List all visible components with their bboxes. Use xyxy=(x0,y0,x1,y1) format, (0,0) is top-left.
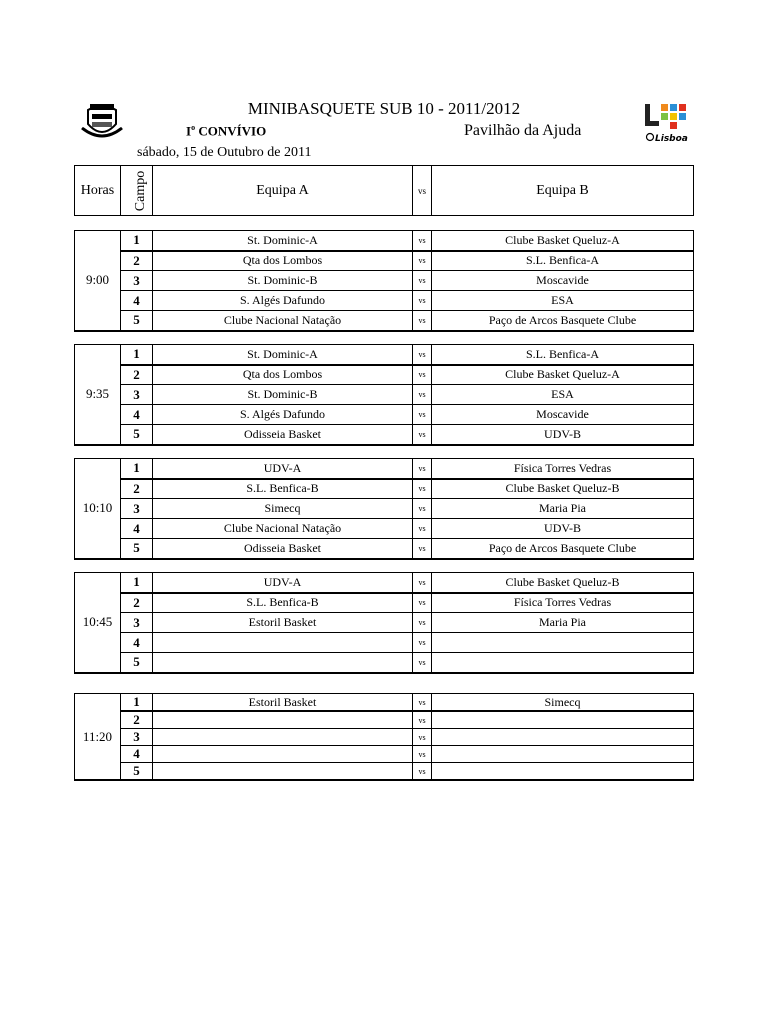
table-row xyxy=(75,613,694,633)
team-b-cell: ESA xyxy=(432,385,694,405)
table-row xyxy=(75,425,694,445)
table-row xyxy=(75,633,694,653)
table-row xyxy=(75,573,694,593)
team-b-cell: S.L. Benfica-A xyxy=(432,251,694,271)
court-cell: 2 xyxy=(121,365,153,385)
table-row xyxy=(75,763,694,781)
team-b-cell: UDV-B xyxy=(432,519,694,539)
team-a-cell: St. Dominic-B xyxy=(153,271,413,291)
vs-cell: vs xyxy=(413,519,432,539)
team-b-cell: Física Torres Vedras xyxy=(432,459,694,479)
team-a-header: Equipa A xyxy=(153,166,413,216)
court-cell: 2 xyxy=(121,479,153,499)
team-b-cell: Paço de Arcos Basquete Clube xyxy=(432,539,694,559)
table-row xyxy=(75,231,694,251)
team-b-cell xyxy=(432,746,694,763)
court-cell: 3 xyxy=(121,613,153,633)
vs-cell: vs xyxy=(413,539,432,559)
vs-header: vs xyxy=(413,166,432,216)
team-a-cell xyxy=(153,711,413,729)
time-cell: 10:10 xyxy=(75,459,121,559)
time-block-table xyxy=(74,458,694,560)
team-a-cell: UDV-A xyxy=(153,573,413,593)
court-cell: 4 xyxy=(121,746,153,763)
team-b-cell: S.L. Benfica-A xyxy=(432,345,694,365)
team-b-cell: Maria Pia xyxy=(432,613,694,633)
time-cell: 9:00 xyxy=(75,231,121,331)
vs-cell: vs xyxy=(413,499,432,519)
court-cell: 3 xyxy=(121,729,153,746)
vs-cell: vs xyxy=(413,231,432,251)
team-a-cell: Clube Nacional Natação xyxy=(153,311,413,331)
court-header: Campo xyxy=(121,166,153,216)
vs-cell: vs xyxy=(413,613,432,633)
team-a-cell xyxy=(153,746,413,763)
court-cell: 1 xyxy=(121,694,153,712)
time-block-table xyxy=(74,693,694,781)
team-b-cell: Clube Basket Queluz-B xyxy=(432,573,694,593)
team-b-cell: Moscavide xyxy=(432,271,694,291)
team-a-cell: St. Dominic-A xyxy=(153,231,413,251)
table-row xyxy=(75,499,694,519)
table-row xyxy=(75,345,694,365)
vs-cell: vs xyxy=(413,311,432,331)
vs-cell: vs xyxy=(413,365,432,385)
table-row xyxy=(75,251,694,271)
court-cell: 4 xyxy=(121,405,153,425)
time-block-table xyxy=(74,344,694,446)
court-cell: 5 xyxy=(121,311,153,331)
team-b-cell: Simecq xyxy=(432,694,694,712)
team-b-cell: Maria Pia xyxy=(432,499,694,519)
court-cell: 3 xyxy=(121,385,153,405)
table-row xyxy=(75,539,694,559)
vs-cell: vs xyxy=(413,694,432,712)
vs-cell: vs xyxy=(413,425,432,445)
team-b-cell: Moscavide xyxy=(432,405,694,425)
vs-cell: vs xyxy=(413,746,432,763)
table-row xyxy=(75,593,694,613)
team-b-cell xyxy=(432,633,694,653)
venue-name: Pavilhão da Ajuda xyxy=(464,122,582,139)
team-a-cell: UDV-A xyxy=(153,459,413,479)
table-row xyxy=(75,405,694,425)
court-cell: 2 xyxy=(121,593,153,613)
team-a-cell xyxy=(153,763,413,781)
team-a-cell xyxy=(153,729,413,746)
team-a-cell: Simecq xyxy=(153,499,413,519)
team-a-cell: S. Algés Dafundo xyxy=(153,291,413,311)
table-row xyxy=(75,271,694,291)
court-cell: 4 xyxy=(121,291,153,311)
team-b-cell xyxy=(432,653,694,673)
schedule-header-table xyxy=(74,165,694,216)
table-row xyxy=(75,694,694,712)
time-cell: 9:35 xyxy=(75,345,121,445)
court-cell: 1 xyxy=(121,573,153,593)
court-cell: 3 xyxy=(121,271,153,291)
vs-cell: vs xyxy=(413,405,432,425)
court-cell: 5 xyxy=(121,425,153,445)
court-cell: 2 xyxy=(121,711,153,729)
vs-cell: vs xyxy=(413,763,432,781)
vs-cell: vs xyxy=(413,633,432,653)
court-cell: 3 xyxy=(121,499,153,519)
table-row xyxy=(75,479,694,499)
table-row xyxy=(75,711,694,729)
vs-cell: vs xyxy=(413,271,432,291)
vs-cell: vs xyxy=(413,291,432,311)
hours-header: Horas xyxy=(75,166,121,216)
team-b-header: Equipa B xyxy=(432,166,694,216)
time-cell: 10:45 xyxy=(75,573,121,673)
team-a-cell: Estoril Basket xyxy=(153,694,413,712)
court-cell: 1 xyxy=(121,231,153,251)
vs-cell: vs xyxy=(413,593,432,613)
team-b-cell: Paço de Arcos Basquete Clube xyxy=(432,311,694,331)
table-row xyxy=(75,519,694,539)
team-b-cell: Clube Basket Queluz-B xyxy=(432,479,694,499)
court-cell: 5 xyxy=(121,763,153,781)
court-cell: 4 xyxy=(121,633,153,653)
table-row xyxy=(75,729,694,746)
table-row xyxy=(75,365,694,385)
time-block-table xyxy=(74,572,694,674)
team-b-cell xyxy=(432,711,694,729)
court-cell: 4 xyxy=(121,519,153,539)
team-b-cell: Física Torres Vedras xyxy=(432,593,694,613)
table-row xyxy=(75,385,694,405)
table-row xyxy=(75,311,694,331)
team-a-cell: St. Dominic-A xyxy=(153,345,413,365)
table-row xyxy=(75,746,694,763)
team-b-cell xyxy=(432,729,694,746)
court-cell: 1 xyxy=(121,345,153,365)
vs-cell: vs xyxy=(413,345,432,365)
table-row xyxy=(75,653,694,673)
vs-cell: vs xyxy=(413,573,432,593)
team-b-cell: Clube Basket Queluz-A xyxy=(432,231,694,251)
time-cell: 11:20 xyxy=(75,694,121,781)
team-a-cell: Odisseia Basket xyxy=(153,539,413,559)
team-a-cell: Qta dos Lombos xyxy=(153,365,413,385)
team-a-cell: S.L. Benfica-B xyxy=(153,479,413,499)
page-title: MINIBASQUETE SUB 10 - 2011/2012 xyxy=(247,99,521,118)
team-a-cell: St. Dominic-B xyxy=(153,385,413,405)
team-a-cell: Estoril Basket xyxy=(153,613,413,633)
team-a-cell: Odisseia Basket xyxy=(153,425,413,445)
team-a-cell: Qta dos Lombos xyxy=(153,251,413,271)
team-b-cell: Clube Basket Queluz-A xyxy=(432,365,694,385)
table-row xyxy=(75,459,694,479)
team-a-cell: Clube Nacional Natação xyxy=(153,519,413,539)
vs-cell: vs xyxy=(413,479,432,499)
vs-cell: vs xyxy=(413,711,432,729)
court-cell: 5 xyxy=(121,539,153,559)
time-block-table xyxy=(74,230,694,332)
team-a-cell: S.L. Benfica-B xyxy=(153,593,413,613)
table-row xyxy=(75,291,694,311)
court-cell: 5 xyxy=(121,653,153,673)
team-b-cell xyxy=(432,763,694,781)
vs-cell: vs xyxy=(413,459,432,479)
vs-cell: vs xyxy=(413,653,432,673)
team-b-cell: UDV-B xyxy=(432,425,694,445)
team-a-cell xyxy=(153,653,413,673)
team-a-cell: S. Algés Dafundo xyxy=(153,405,413,425)
team-a-cell xyxy=(153,633,413,653)
court-cell: 1 xyxy=(121,459,153,479)
event-date: sábado, 15 de Outubro de 2011 xyxy=(137,145,312,160)
vs-cell: vs xyxy=(413,251,432,271)
vs-cell: vs xyxy=(413,385,432,405)
lisboa-logo-icon xyxy=(643,102,689,144)
team-b-cell: ESA xyxy=(432,291,694,311)
vs-cell: vs xyxy=(413,729,432,746)
court-cell: 2 xyxy=(121,251,153,271)
logo-text: Lisboa xyxy=(655,134,688,144)
event-subtitle: $I^o$ CONVÍVIO xyxy=(186,123,267,139)
